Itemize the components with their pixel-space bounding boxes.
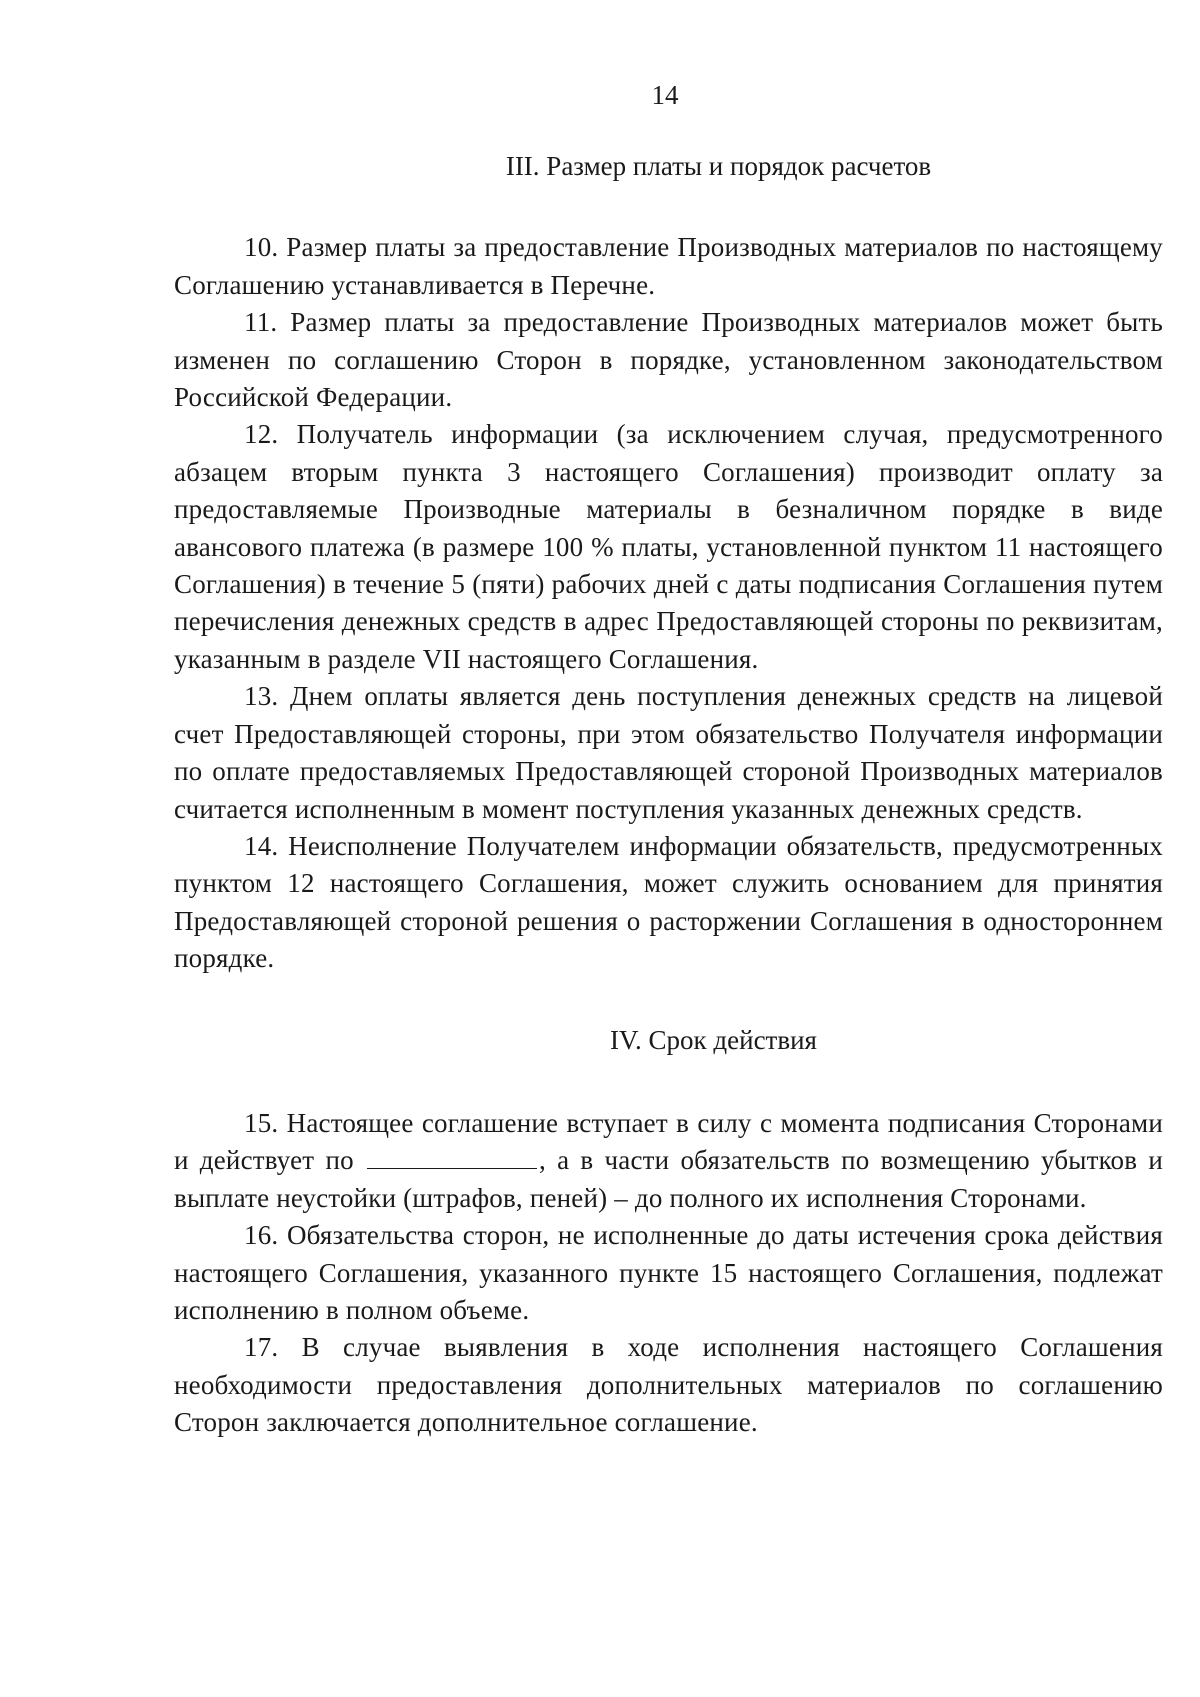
page-number: 14 bbox=[651, 80, 679, 110]
document-body bbox=[174, 148, 1163, 1442]
paragraph-16: 16. Обязательства сторон, не исполненные до даты истечения срока действия настоящего Соглашения, указанного пункте 15 настоящего Соглашения, подлежат исполнению в полном объеме. bbox=[174, 1220, 1163, 1325]
paragraph-14: 14. Неисполнение Получателем информации обязательств, предусмотренных пунктом 12 настоящего Соглашения, может служить основанием для принятия Предоставляющей стороной решения о расторжении Соглашения в одностороннем порядке. bbox=[174, 830, 1163, 974]
section-4-heading: IV. Срок действия bbox=[610, 1024, 817, 1055]
date-blank-field bbox=[367, 1144, 537, 1169]
paragraph-17: 17. В случае выявления в ходе исполнения настоящего Соглашения необходимости предоставления дополнительных материалов по соглашению Сторон заключается дополнительное соглашение. bbox=[174, 1332, 1163, 1438]
paragraph-13: 13. Днем оплаты является день поступления денежных средств на лицевой счет Предоставляющей стороны, при этом обязательство Получателя информации по оплате предоставляемых Предоставляющей стороной Производных материалов считается исполненным в момент поступления указанных денежных средств. bbox=[174, 681, 1163, 824]
paragraph-15 bbox=[174, 1105, 1163, 1217]
paragraph-15-end: , а в части обязательств по возмещению убытков и выплате неустойки (штрафов, пеней) – до полного их исполнения Сторонами. bbox=[174, 1145, 1164, 1213]
section-3-heading: III. Размер платы и порядок расчетов bbox=[505, 151, 932, 181]
paragraph-12: 12. Получатель информации (за исключением случая, предусмотренного абзацем вторым пункта 3 настоящего Соглашения) производит оплату за предоставляемые Производные материалы в безналичном порядке в виде авансового платежа (в размере 100 % платы, установленной пунктом 11 настоящего Соглашения) в течение 5 (пяти) рабочих дней с даты подписания Соглашения путем перечисления денежных средств в адрес Предоставляющей стороны по реквизитам, указанным в разделе VII настоящего Соглашения. bbox=[174, 419, 1163, 674]
paragraph-11: 11. Размер платы за предоставление Производных материалов может быть изменен по соглашению Сторон в порядке, установленном законодательством Российской Федерации. bbox=[174, 307, 1163, 413]
paragraph-15-start: 15. Настоящее соглашение вступает в силу с момента подписания Сторонами и действует по bbox=[174, 1107, 1163, 1176]
paragraph-10: 10. Размер платы за предоставление Производных материалов по настоящему Соглашению устанавливается в Перечне. bbox=[174, 232, 1163, 300]
